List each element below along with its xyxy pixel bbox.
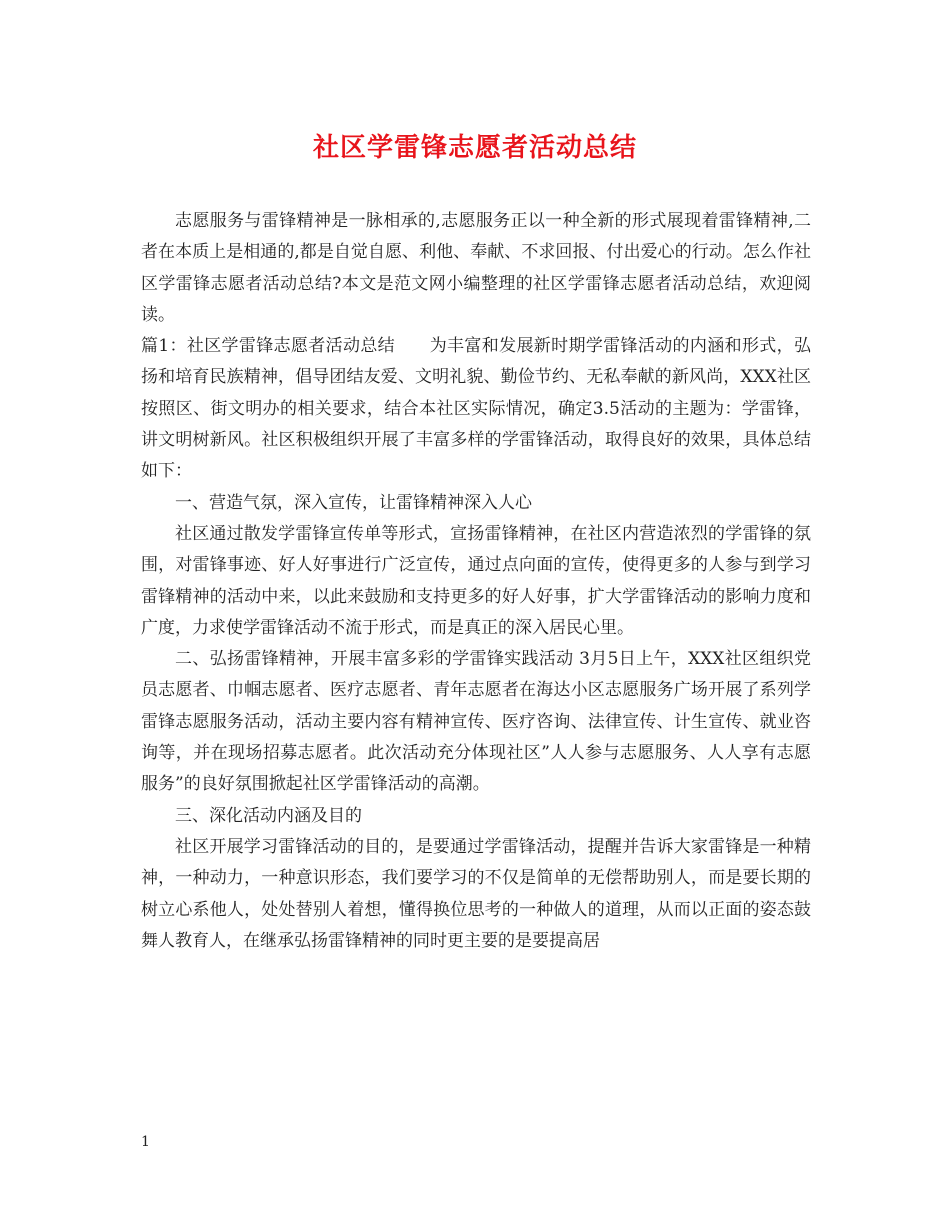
section-paragraph-2: 二、弘扬雷锋精神，开展丰富多彩的学雷锋实践活动 3月5日上午，XXX社区组织党员志愿者、巾帼志愿者、医疗志愿者、青年志愿者在海达小区志愿服务广场开展了系列学雷锋志愿服务活动，活动主要内容有精神宣传、医疗咨询、法律宣传、计生宣传、就业咨询等，并在现场招募志愿者。此次活动充分体现社区”人人参与志愿服务、人人享有志愿服务”的良好氛围掀起社区学雷锋活动的高潮。: [141, 649, 811, 795]
article-paragraph-1: 篇1：社区学雷锋志愿者活动总结 为丰富和发展新时期学雷锋活动的内涵和形式，弘扬和培育民族精神，倡导团结友爱、文明礼貌、勤俭节约、无私奉献的新风尚，XXX社区按照区、街文明办的相关要求，结合本社区实际情况，确定3.5活动的主题为：学雷锋，讲文明树新风。社区积极组织开展了丰富多样的学雷锋活动，取得良好的效果，具体总结如下：: [141, 336, 811, 482]
document-title: 社区学雷锋志愿者活动总结: [312, 133, 637, 163]
section-heading-3: 三、深化活动内涵及目的: [175, 805, 362, 826]
section-paragraph-1: 社区通过散发学雷锋宣传单等形式，宣扬雷锋精神，在社区内营造浓烈的学雷锋的氛围，对雷锋事迹、好人好事进行广泛宣传，通过点向面的宣传，使得更多的人参与到学习雷锋精神的活动中来，以此来鼓励和支持更多的好人好事，扩大学雷锋活动的影响力度和广度，力求使学雷锋活动不流于形式，而是真正的深入居民心里。: [141, 523, 811, 638]
section-paragraph-3: 社区开展学习雷锋活动的目的，是要通过学雷锋活动，提醒并告诉大家雷锋是一种精神，一种动力，一种意识形态，我们要学习的不仅是简单的无偿帮助别人，而是要长期的树立心系他人，处处替别人着想，懂得换位思考的一种做人的道理，从而以正面的姿态鼓舞人教育人，在继承弘扬雷锋精神的同时更主要的是要提高居: [141, 836, 811, 951]
intro-paragraph: 志愿服务与雷锋精神是一脉相承的,志愿服务正以一种全新的形式展现着雷锋精神,二者在本质上是相通的,都是自觉自愿、利他、奉献、不求回报、付出爱心的行动。怎么作社区学雷锋志愿者活动总结?本文是范文网小编整理的社区学雷锋志愿者活动总结，欢迎阅读。: [141, 211, 811, 325]
document-body: [141, 206, 811, 957]
section-heading-1: 一、营造气氛，深入宣传，让雷锋精神深入人心: [175, 492, 532, 513]
page-number: 1: [141, 1134, 150, 1150]
